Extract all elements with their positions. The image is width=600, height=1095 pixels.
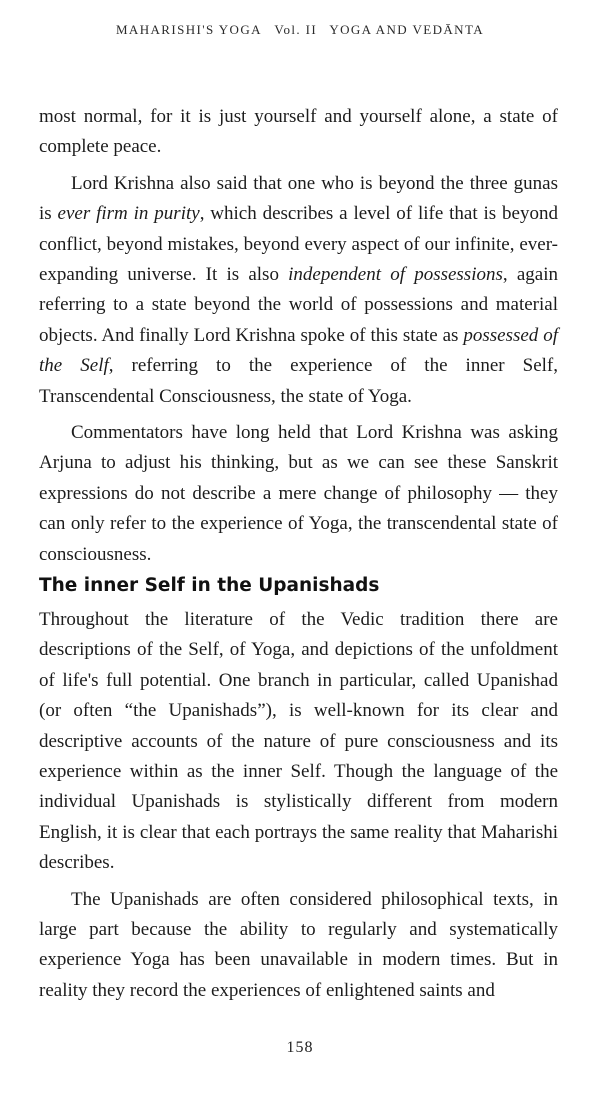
body-text-before-heading [39,102,558,570]
running-head-book-title: MAHARISHI'S YOGA [115,22,262,37]
paragraph [39,605,558,879]
text-run: Throughout the literature of the Vedic tradition there are descriptions of the Self, of Yoga, and depictions of the unfoldment of life's full potential. One branch in particular, called Upanishad (or often “the Upanishads”), is well-known for its clear and descriptive accounts of the nature of pure consciousness and its experience within as the inner Self. Though the language of the individual Upanishads is stylistically different from modern English, it is clear that each portrays the same reality that Maharishi describes. [39,609,558,874]
paragraph [39,169,558,412]
running-head-chapter-title: YOGA AND VEDĀNTA [329,22,485,37]
text-run: , again referring to a state beyond the world of possessions and material objects. And finally Lord Krishna spoke of this state as [39,264,558,346]
paragraph [39,102,558,163]
italic-phrase: possessed of the Self [39,324,558,377]
text-run: Commentators have long held that Lord Krishna was asking Arjuna to adjust his thinking, but as we can see these Sanskrit expressions do not describe a mere change of philosophy — they can only refer to the experience of Yoga, the transcendental state of consciousness. [39,422,558,565]
text-run: Lord Krishna also said that one who is beyond the three gunas is [39,172,558,225]
section-heading: The inner Self in the Upanishads [39,575,380,596]
body-text-after-heading [39,605,558,1006]
italic-phrase: independent of possessions [288,264,503,286]
page-number: 158 [286,1039,314,1056]
italic-phrase: ever firm in purity [57,203,200,225]
text-run: most normal, for it is just yourself and yourself alone, a state of complete peace. [39,106,558,158]
text-run: The Upanishads are often considered philosophical texts, in large part because the ability to regularly and systematically experience Yoga has been unavailable in modern times. But in reality they record the experiences of enlightened saints and [39,888,558,1001]
text-run: , referring to the experience of the inner Self, Transcendental Consciousness, the state of Yoga. [39,355,558,407]
running-head [0,22,600,38]
text-run: , which describes a level of life that is beyond conflict, beyond mistakes, beyond every aspect of our infinite, ever-expanding universe. It is also [39,203,558,286]
running-head-volume: Vol. II [274,22,318,37]
paragraph [39,885,558,1007]
paragraph [39,418,558,570]
